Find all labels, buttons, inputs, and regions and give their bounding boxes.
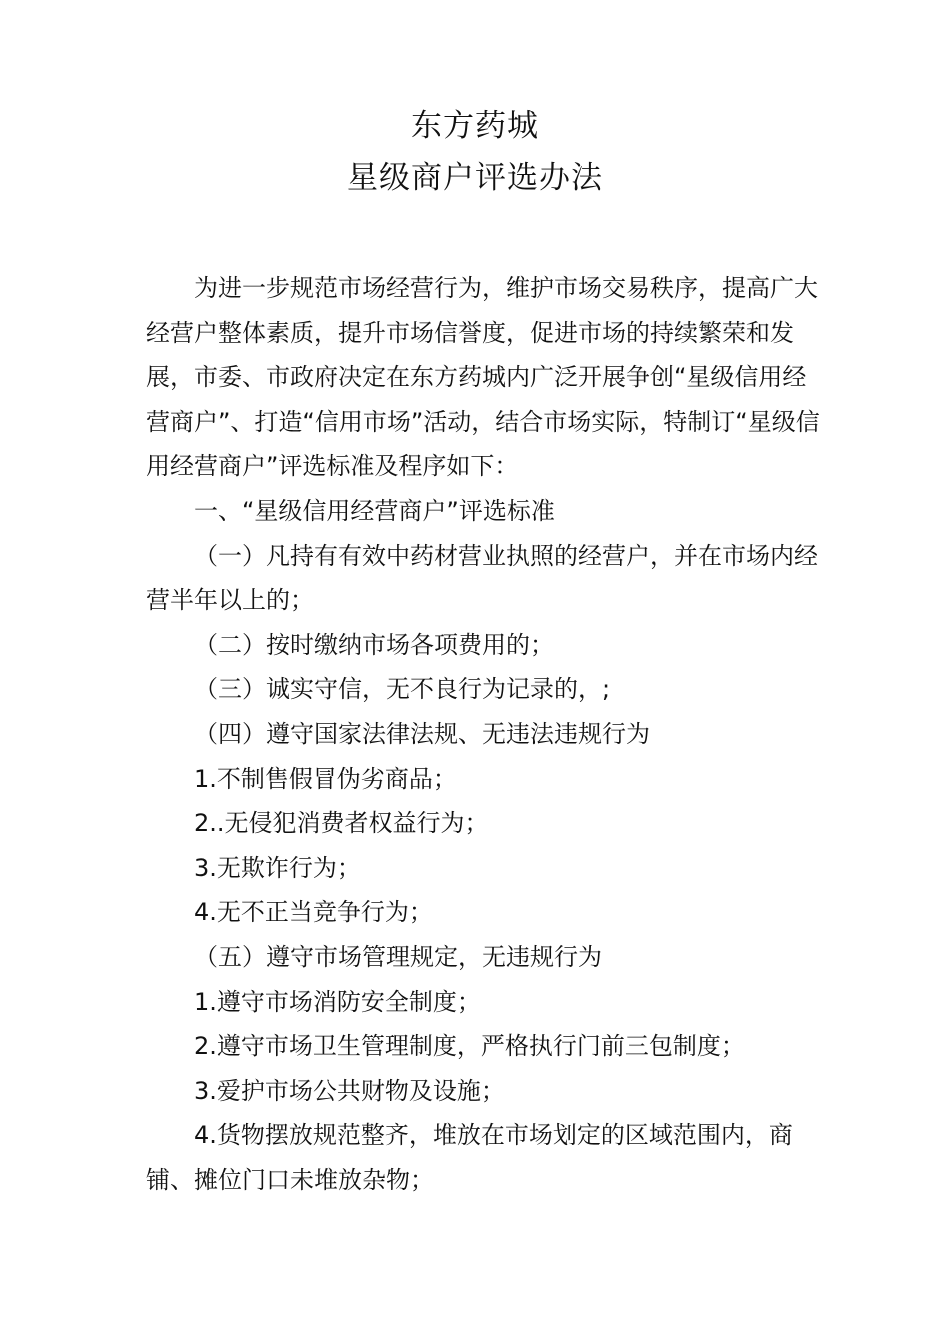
criterion-5-item-4: 4.货物摆放规范整齐，堆放在市场划定的区域范围内，商铺、摊位门口未堆放杂物； [146, 1121, 793, 1194]
criterion-3: （三）诚实守信，无不良行为记录的，; [194, 675, 611, 704]
criterion-4: （四）遵守国家法律法规、无违法违规行为 [194, 719, 650, 748]
title-line-2: 星级商户评选办法 [347, 160, 603, 196]
criterion-5-item-2: 2.遵守市场卫生管理制度，严格执行门前三包制度； [194, 1032, 745, 1061]
criterion-4-item-2: 2..无侵犯消费者权益行为； [194, 809, 489, 838]
criterion-4-item-4: 4.无不正当竞争行为； [194, 898, 433, 927]
section-heading-1: 一、“星级信用经营商户”评选标准 [194, 496, 555, 525]
criterion-4-item-3: 3.无欺诈行为； [194, 853, 361, 882]
title-line-1: 东方药城 [411, 108, 539, 144]
criterion-1: （一）凡持有有效中药材营业执照的经营户，并在市场内经营半年以上的； [146, 541, 818, 615]
intro-paragraph: 为进一步规范市场经营行为，维护市场交易秩序，提高广大经营户整体素质，提升市场信誉度，促进市场的持续繁荣和发展，市委、市政府决定在东方药城内广泛开展争创“星级信用经营商户”、打造“信用市场”活动，结合市场实际，特制订“星级信用经营商户”评选标准及程序如下： [146, 274, 820, 481]
document-body [146, 266, 826, 1202]
criterion-5-item-3: 3.爱护市场公共财物及设施； [194, 1076, 505, 1105]
document-title [0, 100, 950, 204]
criterion-5-item-1: 1.遵守市场消防安全制度； [194, 987, 481, 1016]
criterion-2: （二）按时缴纳市场各项费用的； [194, 630, 554, 659]
criterion-4-item-1: 1.不制售假冒伪劣商品； [194, 764, 457, 793]
criterion-5: （五）遵守市场管理规定，无违规行为 [194, 942, 602, 971]
